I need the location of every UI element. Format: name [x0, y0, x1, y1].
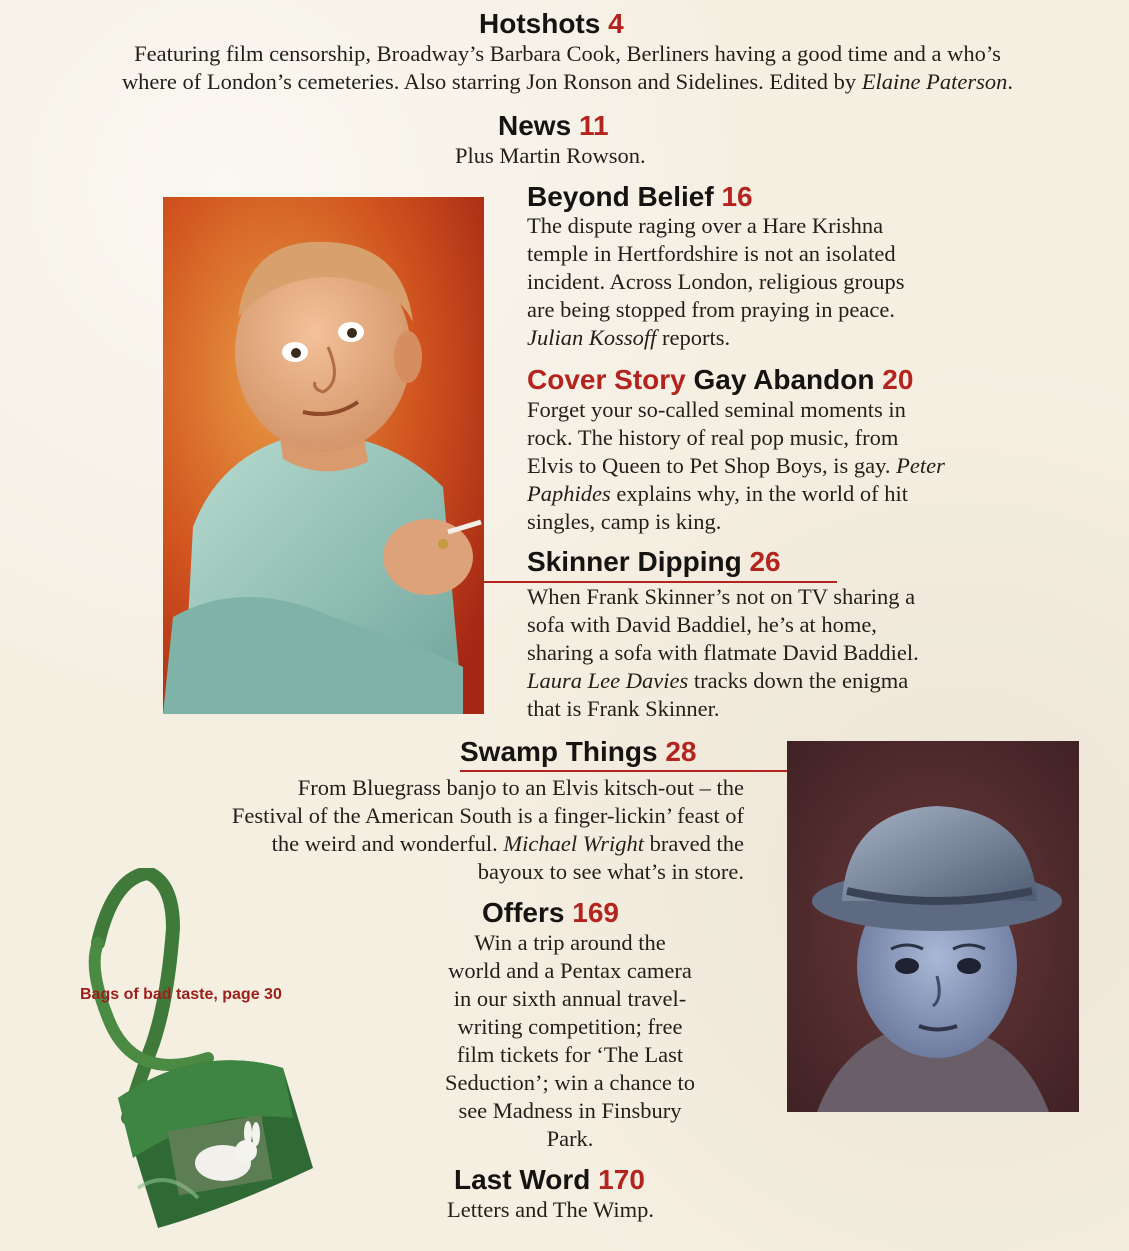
last-word-heading [454, 1164, 645, 1196]
cover-story-title: Gay Abandon [693, 364, 875, 395]
boy-in-hat-photo [787, 741, 1079, 1112]
cover-story-author-first: Peter [896, 453, 945, 478]
last-word-title: Last Word [454, 1164, 591, 1195]
beyond-belief-author: Julian Kossoff [527, 325, 657, 350]
cover-story-author-last: Paphides [527, 481, 611, 506]
offers-page-number: 169 [572, 897, 619, 928]
beyond-belief-heading [527, 181, 753, 213]
green-bag-photo [78, 868, 328, 1232]
swamp-things-author: Michael Wright [503, 831, 645, 856]
portrait-illustration [163, 197, 484, 714]
skinner-dipping-author: Laura Lee Davies [527, 668, 689, 693]
offers-description: Win a trip around the world and a Pentax camera in our sixth annual travel- writing competition; free film tickets for ‘The Last Seduction’; win a chance to see Madness in Finsbury Park. [445, 930, 695, 1151]
last-word-page-number: 170 [598, 1164, 645, 1195]
last-word-description: Letters and The Wimp. [447, 1197, 654, 1222]
swamp-things-title: Swamp Things [460, 736, 658, 767]
beyond-belief-description: The dispute raging over a Hare Krishna temple in Hertfordshire is not an isolated incident. Across London, religious groups are being stopped from praying in peace. Julian Kossoff reports. [527, 213, 905, 350]
hotshots-heading [479, 8, 624, 40]
swamp-things-rule [460, 770, 787, 772]
offers-title: Offers [482, 897, 565, 928]
offers-heading [482, 897, 619, 929]
cover-story-heading [527, 364, 913, 396]
skinner-dipping-heading [527, 546, 781, 578]
swamp-things-page-number: 28 [665, 736, 697, 767]
swamp-things-heading [460, 736, 697, 768]
skinner-dipping-description: When Frank Skinner’s not on TV sharing a sofa with David Baddiel, he’s at home, sharing a sofa with flatmate David Baddiel. Laura Lee Davies tracks down the enigma that is Frank Skinner. [527, 584, 919, 721]
hotshots-title: Hotshots [479, 8, 601, 39]
boy-portrait-illustration [787, 741, 1079, 1112]
beyond-belief-page-number: 16 [721, 181, 753, 212]
frank-skinner-photo [163, 197, 484, 714]
cover-story-page-number: 20 [882, 364, 914, 395]
skinner-dipping-title: Skinner Dipping [527, 546, 742, 577]
news-heading [498, 110, 609, 142]
bag-illustration [78, 868, 328, 1232]
bag-caption: Bags of bad taste, page 30 [80, 986, 282, 1003]
hotshots-description [30, 40, 1105, 96]
hotshots-page-number: 4 [608, 8, 624, 39]
news-page-number: 11 [578, 110, 609, 141]
news-title: News [498, 110, 572, 141]
hotshots-editor: Elaine Paterson [861, 69, 1008, 94]
news-description: Plus Martin Rowson. [455, 143, 646, 168]
swamp-things-description: From Bluegrass banjo to an Elvis kitsch-out – the Festival of the American South is a finger-lickin’ feast of the weird and wonderful. Michael Wright braved the bayoux to see what’s in store. [231, 775, 744, 884]
hotshots-line: Featuring film censorship, Broadway’s Barbara Cook, Berliners having a good time and a who’s [134, 41, 1001, 66]
skinner-dipping-page-number: 26 [749, 546, 781, 577]
beyond-belief-title: Beyond Belief [527, 181, 714, 212]
cover-story-label: Cover Story [527, 364, 686, 395]
hotshots-line: where of London’s cemeteries. Also starring Jon Ronson and Sidelines. Edited by Elaine Paterson. [121, 69, 1014, 94]
cover-story-description: Forget your so-called seminal moments in rock. The history of real pop music, from Elvis to Queen to Pet Shop Boys, is gay. Peter Paphides explains why, in the world of hit singles, camp is king. [527, 397, 945, 534]
